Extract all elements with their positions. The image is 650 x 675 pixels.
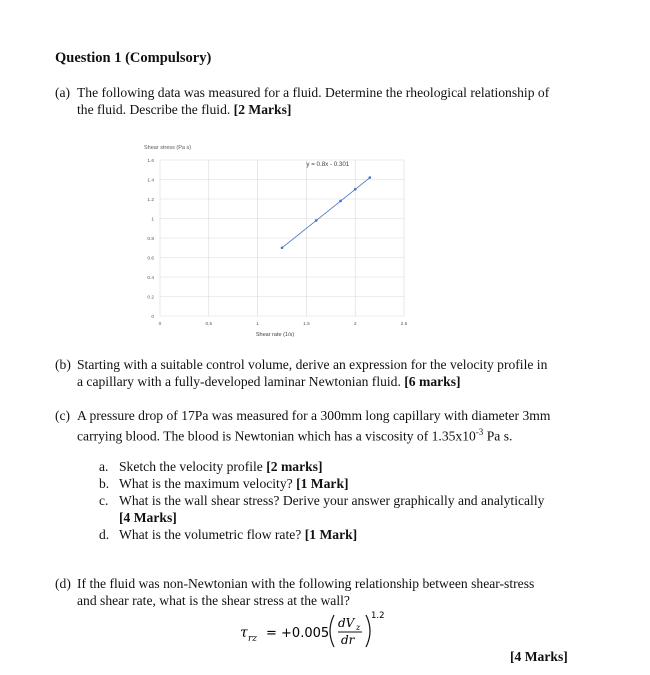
chart-y-tick-label: 0.2	[147, 295, 154, 301]
equation-tau-subscript: rz	[248, 634, 258, 644]
part-d	[55, 575, 615, 609]
shear-equation	[238, 607, 398, 653]
part-d-line2: and shear rate, what is the shear stress at the wall?	[77, 593, 350, 608]
equation-denominator: dr	[341, 633, 355, 647]
subitem-b-marks: [1 Mark]	[296, 476, 349, 491]
chart-y-axis-label: Shear stress (Pa s)	[144, 145, 192, 151]
part-a	[55, 84, 615, 118]
question-title: Question 1 (Compulsory)	[55, 50, 212, 66]
part-b-line2: a capillary with a fully-developed laminar Newtonian fluid.	[77, 374, 401, 389]
subitem-b	[99, 475, 579, 492]
subitem-a-letter: a.	[99, 459, 109, 474]
part-b	[55, 356, 615, 390]
subitem-d	[99, 526, 579, 543]
equation-numerator: dV	[338, 616, 355, 630]
chart-x-tick-label: 1	[256, 322, 259, 327]
part-a-marks: [2 Marks]	[233, 102, 292, 117]
subitem-d-text: What is the volumetric flow rate?	[119, 527, 302, 542]
part-d-marks: [4 Marks]	[510, 649, 568, 664]
equation-numerator-subscript: z	[356, 623, 361, 632]
part-c-exponent: -3	[475, 427, 484, 437]
chart-x-tick-label: 0.5	[205, 322, 213, 327]
chart-y-tick-label: 0	[151, 315, 154, 320]
chart-x-ticks	[159, 321, 408, 327]
part-a-line1: The following data was measured for a fluid. Determine the rheological relationship of	[77, 85, 550, 100]
part-a-label: (a)	[55, 85, 71, 100]
subitem-c-marks: [4 Marks]	[119, 510, 177, 525]
chart-y-tick-label: 1.2	[147, 198, 154, 203]
part-c-line2-end: Pa s.	[483, 428, 513, 444]
equation-tau: τ	[240, 625, 248, 641]
equation-rhs-prefix: = +0.005	[266, 626, 330, 641]
subitem-c	[99, 492, 579, 526]
equation-right-paren	[366, 615, 370, 647]
chart-data-point	[369, 176, 372, 179]
part-a-line2: the fluid. Describe the fluid.	[77, 102, 231, 117]
chart-y-tick-label: 0.6	[147, 256, 154, 262]
part-d-label: (d)	[55, 576, 71, 591]
chart-data-point	[339, 200, 342, 203]
subitem-c-text: What is the wall shear stress? Derive your answer graphically and analytically	[119, 493, 545, 508]
equation-left-paren	[330, 615, 334, 647]
subitem-a-marks: [2 marks]	[266, 459, 323, 474]
part-b-label: (b)	[55, 357, 71, 372]
chart-trendline-label: y = 0.8x - 0.301	[306, 160, 350, 168]
chart-x-tick-label: 2	[353, 322, 357, 327]
part-b-marks: [6 marks]	[404, 374, 461, 389]
subitem-a	[99, 458, 579, 475]
part-c-subitems	[99, 458, 579, 543]
chart-grid	[160, 160, 404, 316]
chart-trendline-group	[282, 178, 370, 248]
subitem-a-text: Sketch the velocity profile	[119, 459, 263, 474]
part-b-line1: Starting with a suitable control volume, derive an expression for the velocity profile in	[77, 357, 548, 372]
chart-trendline	[282, 178, 370, 248]
subitem-d-marks: [1 Mark]	[304, 527, 358, 542]
chart-y-ticks	[147, 158, 154, 320]
chart-y-tick-label: 1	[151, 217, 154, 223]
chart-x-tick-label: 1.5	[303, 322, 310, 327]
part-c	[55, 407, 615, 445]
chart-y-tick-label: 1.4	[147, 178, 154, 184]
chart-x-tick-label: 0	[158, 322, 162, 327]
shear-chart	[140, 138, 410, 348]
subitem-c-letter: c.	[99, 493, 109, 508]
chart-data-point	[354, 188, 357, 191]
equation-exponent: 1.2	[371, 611, 385, 621]
part-c-line1: A pressure drop of 17Pa was measured for a 300mm long capillary with diameter 3mm	[77, 408, 551, 423]
subitem-b-text: What is the maximum velocity?	[119, 476, 293, 491]
chart-y-tick-label: 0.8	[147, 237, 154, 242]
part-d-line1: If the fluid was non-Newtonian with the following relationship between shear-stress	[77, 576, 535, 591]
subitem-b-letter: b.	[99, 476, 110, 491]
part-c-line2: carrying blood. The blood is Newtonian which has a viscosity of 1.35x10	[77, 428, 476, 444]
part-c-label: (c)	[55, 408, 71, 423]
chart-y-tick-label: 0.4	[147, 276, 154, 281]
chart-data-point	[281, 246, 284, 249]
chart-data-point	[315, 219, 318, 222]
subitem-d-letter: d.	[99, 527, 110, 542]
chart-x-tick-label: 2.5	[400, 322, 408, 327]
chart-y-tick-label: 1.6	[147, 159, 154, 164]
chart-x-axis-label: Shear rate (1/s)	[255, 332, 295, 338]
